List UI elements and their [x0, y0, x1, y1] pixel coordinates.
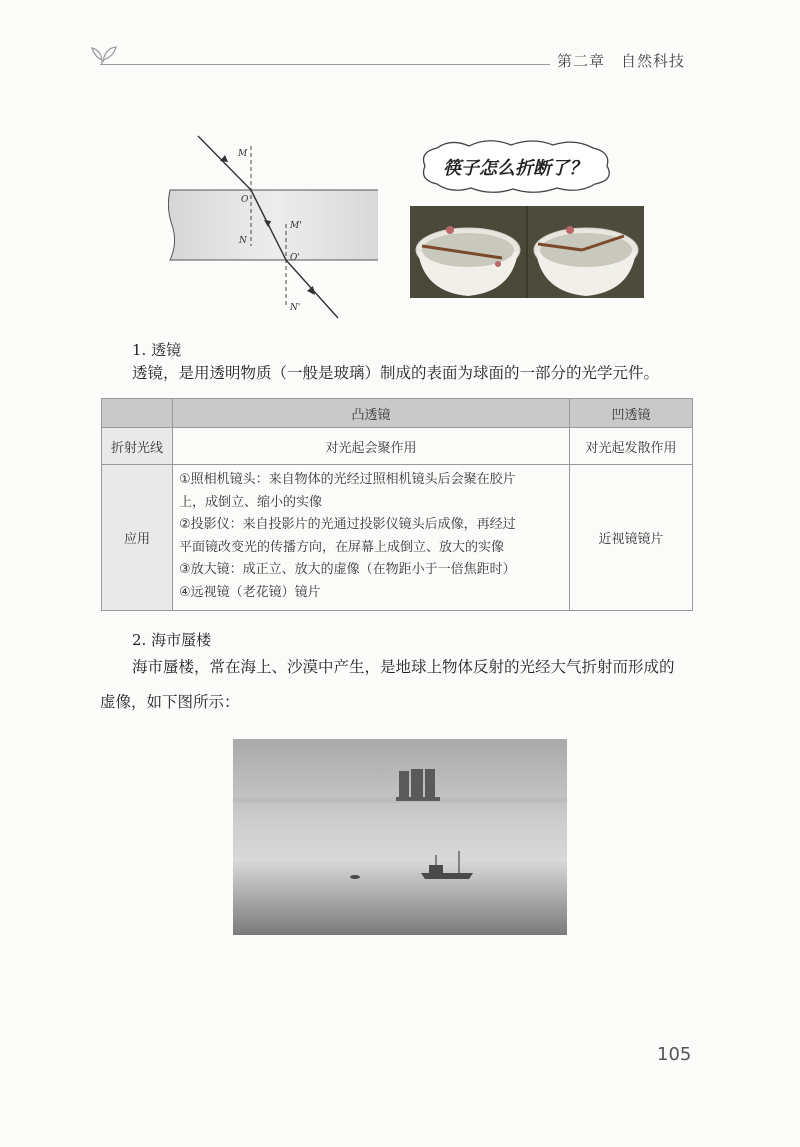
- label-o2: O': [290, 253, 300, 263]
- mirage-paragraph-line1: 海市蜃楼，常在海上、沙漠中产生，是地球上物体反射的光经大气折射而形成的: [132, 658, 675, 676]
- section-heading-lens: 1. 透镜: [132, 341, 182, 359]
- convex-refraction: 对光起会聚作用: [173, 428, 570, 465]
- row-header-application: 应用: [102, 465, 173, 611]
- convex-app-line: ④远视镜（老花镜）镜片: [179, 584, 321, 600]
- chapter-header: [557, 50, 685, 71]
- concave-application: 近视镜镜片: [570, 465, 693, 611]
- incident-ray: [198, 136, 251, 190]
- label-m: M: [238, 149, 248, 159]
- header-rule: [100, 64, 550, 65]
- convex-app-line: 平面镜改变光的传播方向，在屏幕上成倒立、放大的实像: [179, 539, 505, 555]
- leaf-icon: [88, 38, 118, 66]
- convex-app-line: 上，成倒立、缩小的实像: [179, 494, 323, 510]
- section-heading-mirage: 2. 海市蜃楼: [132, 631, 212, 649]
- mirage-structure: [396, 769, 440, 801]
- lens-definition: 透镜，是用透明物质（一般是玻璃）制成的表面为球面的一部分的光学元件。: [132, 364, 660, 382]
- label-o: O: [241, 195, 249, 205]
- label-n2: N': [290, 303, 301, 313]
- table-corner-cell: [102, 399, 173, 428]
- refraction-diagram: [168, 128, 378, 323]
- glass-slab: [168, 190, 378, 260]
- column-header-concave: 凹透镜: [570, 399, 693, 428]
- convex-app-line: ③放大镜：成正立、放大的虚像（在物距小于一倍焦距时）: [179, 562, 516, 577]
- chapter-number: 第二章: [557, 52, 606, 70]
- column-header-convex: 凸透镜: [173, 399, 570, 428]
- lens-table: [101, 398, 693, 611]
- convex-applications: [173, 465, 570, 611]
- thought-bubble: [415, 136, 625, 198]
- page-number: 105: [657, 1044, 692, 1065]
- chapter-subject: 自然科技: [621, 52, 686, 70]
- bubble-text: 筷子怎么折断了？: [443, 158, 587, 179]
- arrow-incident: [220, 155, 228, 162]
- label-m2: M': [290, 221, 302, 231]
- convex-app-line: ②投影仪：来自投影片的光通过投影仪镜头后成像，再经过: [179, 517, 516, 532]
- chopstick-bowl-photo: [410, 206, 644, 298]
- convex-app-line: ①照相机镜头：来自物体的光经过照相机镜头后会聚在胶片: [179, 472, 516, 487]
- label-n: N: [239, 236, 247, 246]
- mirage-photo: [233, 739, 567, 935]
- row-header-refraction: 折射光线: [102, 428, 173, 465]
- mirage-paragraph-line2: 虚像，如下图所示：: [100, 693, 240, 711]
- concave-refraction: 对光起发散作用: [570, 428, 693, 465]
